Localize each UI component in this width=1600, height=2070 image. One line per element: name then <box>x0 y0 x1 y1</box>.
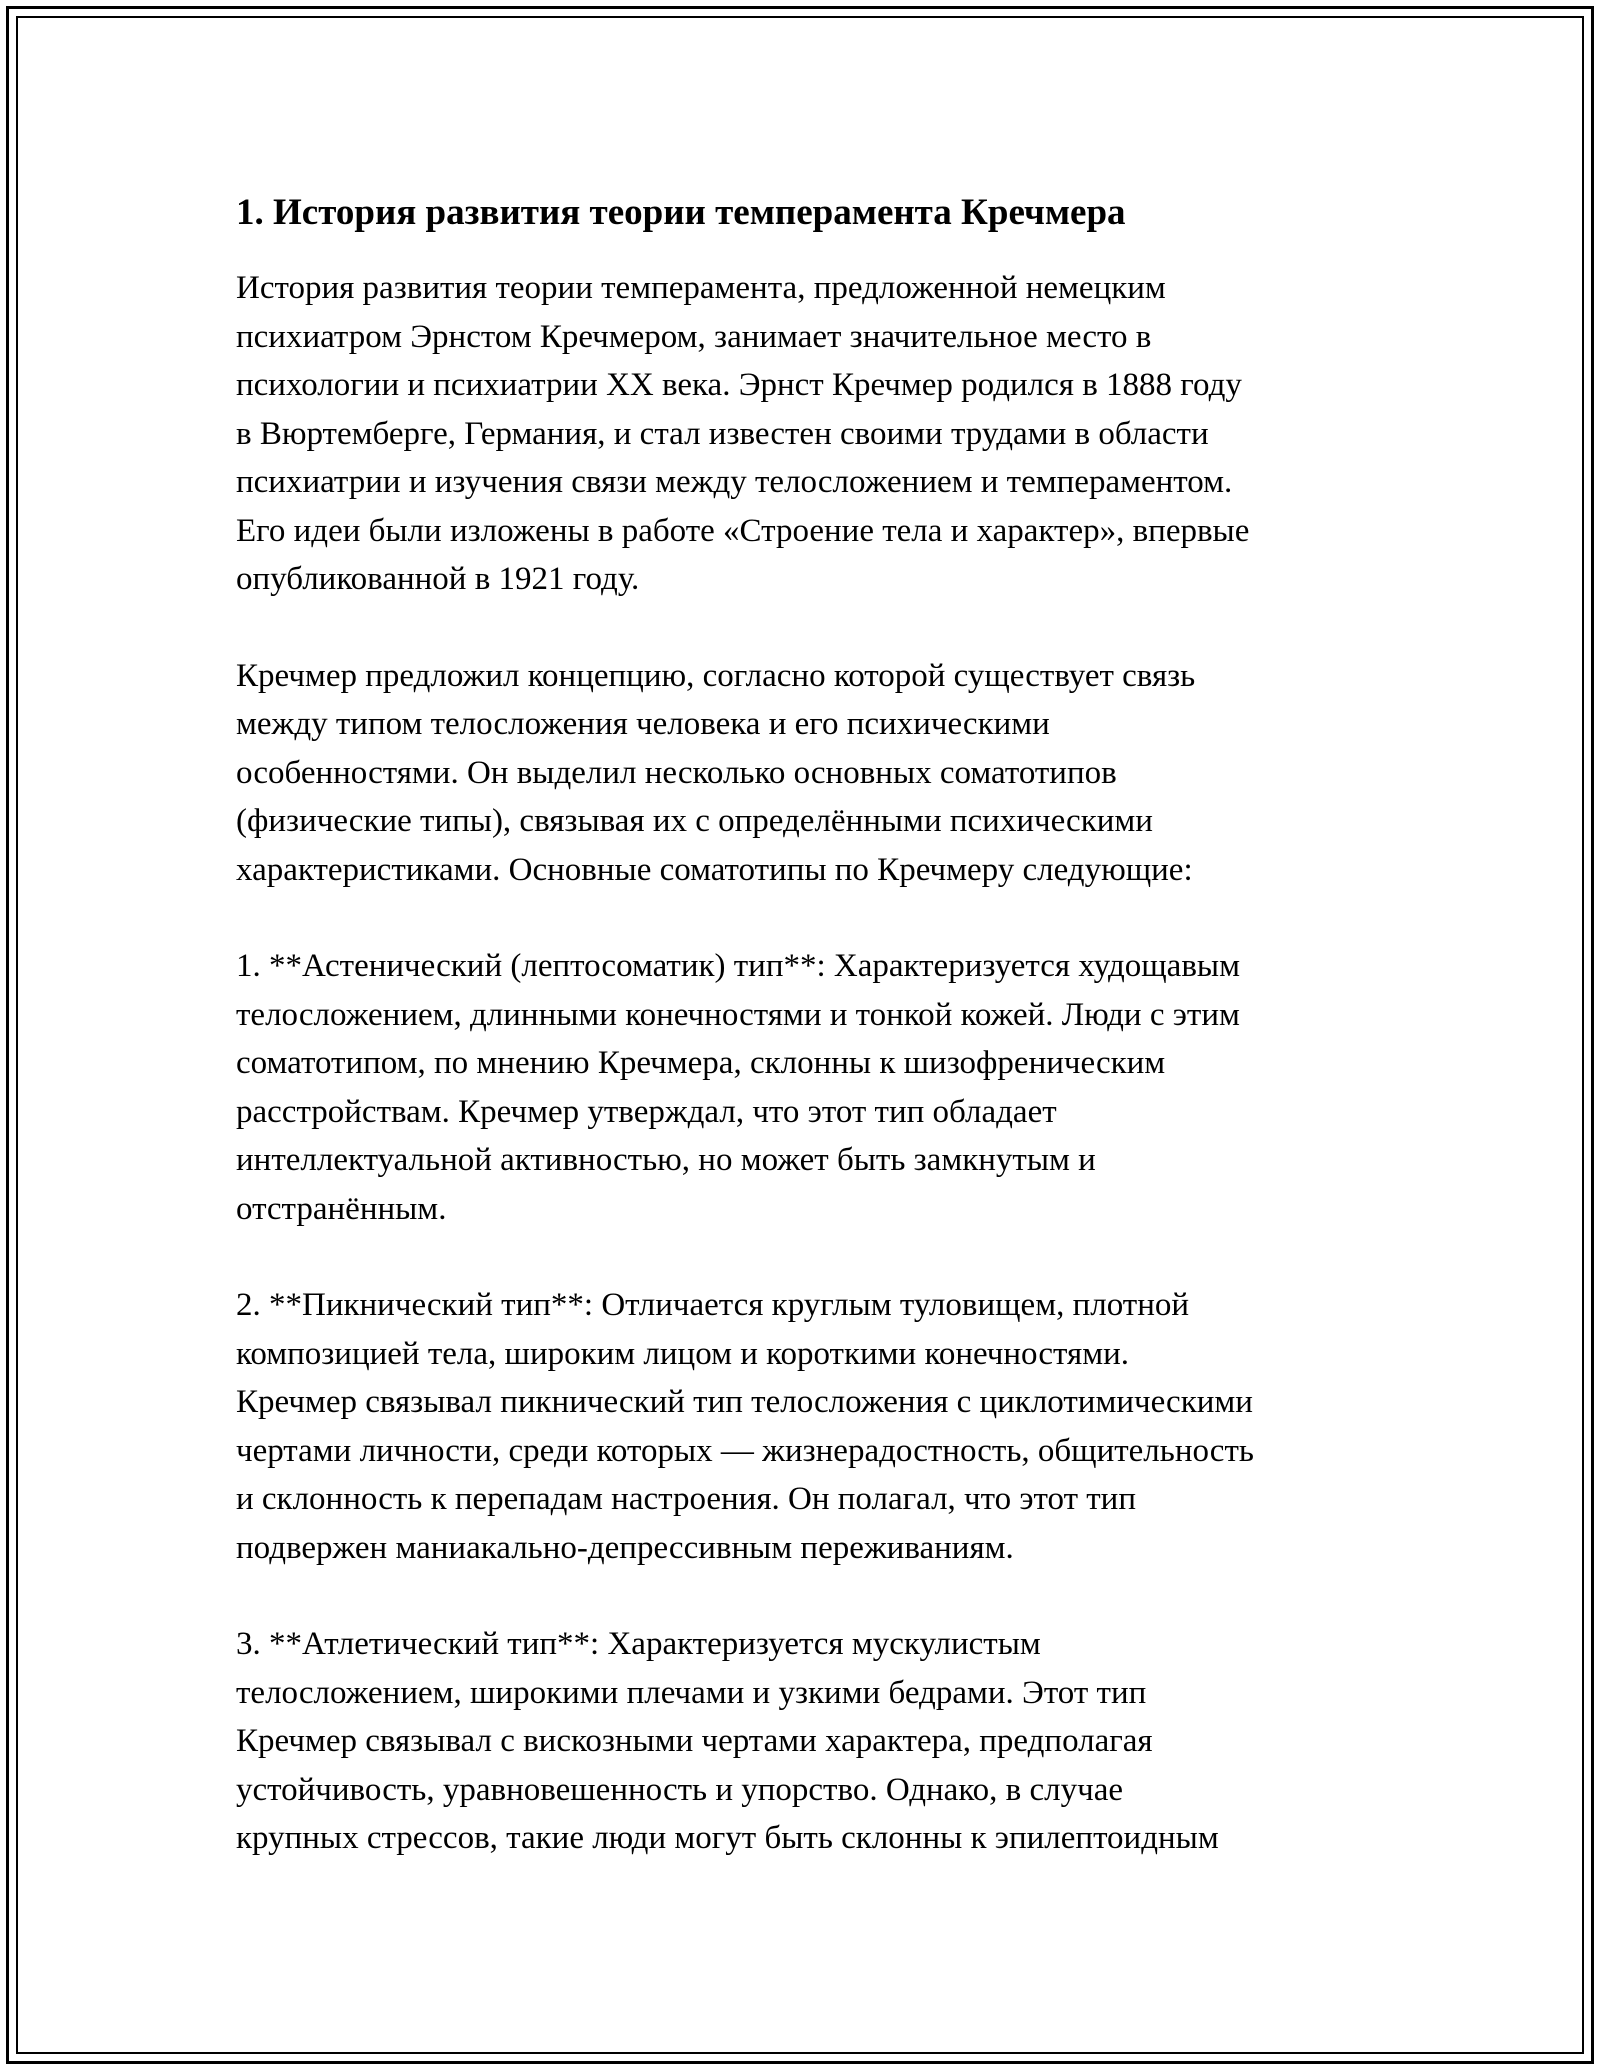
text-line: 1. **Астенический (лептосоматик) тип**: Характеризуется худощавым <box>236 948 1240 984</box>
text-line: устойчивость, уравновешенность и упорство. Однако, в случае <box>236 1771 1124 1808</box>
text-line: История развития теории темперамента, предложенной немецким <box>236 270 1166 306</box>
text-line: композицией тела, широким лицом и короткими конечностями. <box>236 1335 1129 1372</box>
text-line: интеллектуальной активностью, но может быть замкнутым и <box>236 1142 1096 1178</box>
text-line: соматотипом, по мнению Кречмера, склонны к шизофреническим <box>236 1045 1166 1081</box>
text-line: отстранённым. <box>236 1190 447 1227</box>
text-line: 3. **Атлетический тип**: Характеризуется мускулистым <box>236 1626 1041 1662</box>
text-line: крупных стрессов, такие люди могут быть склонны к эпилептоидным <box>236 1820 1219 1856</box>
text-line: психиатром Эрнстом Кречмером, занимает значительное место в <box>236 318 1152 355</box>
paragraph-athletic-type <box>236 1620 1376 1863</box>
text-line: телосложением, широкими плечами и узкими бедрами. Этот тип <box>236 1674 1147 1711</box>
text-line: подвержен маниакально-депрессивным переживаниям. <box>236 1529 1014 1566</box>
text-line: между типом телосложения человека и его психическими <box>236 706 1050 742</box>
text-line: особенностями. Он выделил несколько основных соматотипов <box>236 754 1117 791</box>
text-line: Кречмер связывал пикнический тип телосложения с циклотимическими <box>236 1384 1253 1420</box>
text-line: психологии и психиатрии XX века. Эрнст Кречмер родился в 1888 году <box>236 367 1242 403</box>
section-heading: 1. История развития теории темперамента Кречмера <box>236 192 1126 233</box>
text-line: (физические типы), связывая их с определёнными психическими <box>236 803 1153 839</box>
text-line: Кречмер связывал с вискозными чертами характера, предполагая <box>236 1723 1153 1759</box>
text-line: опубликованной в 1921 году. <box>236 561 640 597</box>
text-line: психиатрии и изучения связи между телосложением и темпераментом. <box>236 464 1233 500</box>
paragraph-history <box>236 264 1376 604</box>
paragraph-pyknic-type <box>236 1281 1376 1572</box>
paragraph-concept <box>236 652 1376 895</box>
text-line: в Вюртемберге, Германия, и стал известен своими трудами в области <box>236 415 1209 452</box>
text-line: телосложением, длинными конечностями и тонкой кожей. Люди с этим <box>236 996 1240 1033</box>
text-line: расстройствам. Кречмер утверждал, что этот тип обладает <box>236 1093 1057 1130</box>
text-line: и склонность к перепадам настроения. Он полагал, что этот тип <box>236 1481 1136 1517</box>
paragraph-asthenic-type <box>236 942 1376 1233</box>
text-line: Его идеи были изложены в работе «Строение тела и характер», впервые <box>236 512 1250 549</box>
text-line: Кречмер предложил концепцию, согласно которой существует связь <box>236 657 1196 694</box>
text-line: 2. **Пикнический тип**: Отличается круглым туловищем, плотной <box>236 1287 1190 1323</box>
text-line: характеристиками. Основные соматотипы по Кречмеру следующие: <box>236 851 1193 888</box>
text-line: чертами личности, среди которых — жизнерадостность, общительность <box>236 1432 1254 1469</box>
document-body <box>236 188 1376 1911</box>
